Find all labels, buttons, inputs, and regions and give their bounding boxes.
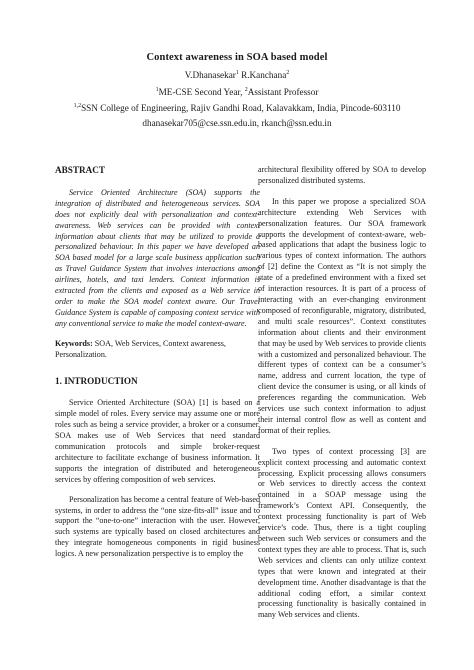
affiliation: SSN College of Engineering, Rajiv Gandhi Road, Kalavakkam, India, Pincode-603110 [81, 103, 401, 114]
paper-title: Context awareness in SOA based model [146, 52, 328, 63]
abstract-text: Service Oriented Architecture (SOA) supports the integration of distributed and heterogeneous services. SOA does not explicitly deal with personalization and context-awareness. Web services can be provided with context information about clients that may be utilized to provide a personalized behaviour. In this paper we have developed an SOA based model for a large scale business application such as Travel Guidance System that involves interactions among airlines, hotels, and taxi lenders. Context information is extracted from the clients and exposed as a Web service in order to make the SOA model context aware. Our Travel Guidance System is capable of composing context service with any conventional service to make the model context-aware. [55, 187, 260, 328]
keywords-text: SOA, Web Services, Context awareness, Personalization. [55, 338, 226, 359]
role-1-sup: 1 [155, 86, 159, 93]
right-paragraph-1: In this paper we propose a specialized SOA architecture extending Web Services with personalization features. Our SOA framework supports the development of context-aware, web-based applications that adapt the business logic to various types of context information. The authors of [2] define the Context as “It is not simply the state of a predefined environment with a fixed set of interaction resources. It is part of a process of interacting with an ever-changing environment composed of reconfigurable, migratory, distributed, and multi scale resources”. Context constitutes information about clients and their environment that may be used by Web services to provide clients with a customized and personalized behaviour. The different types of context can be a consumer’s name, address and current location, the type of client device the consumer is using, or all kinds of preferences regarding the communication. Web services use such context information to adjust their internal control flow as well as content and format of their replies. [258, 196, 426, 435]
author-2-sup: 2 [286, 70, 290, 76]
intro-heading: 1. INTRODUCTION [55, 375, 138, 386]
right-paragraph-continued: architectural flexibility offered by SOA to develop personalized distributed systems. [258, 165, 426, 185]
left-column [55, 165, 260, 569]
role-2-sup: 2 [244, 86, 248, 93]
author-line [0, 66, 474, 83]
author-2: R.Kanchana [238, 70, 287, 81]
author-1-sup: 1 [235, 70, 239, 76]
abstract-heading: ABSTRACT [55, 165, 106, 175]
role-line [0, 83, 474, 100]
email-line: dhanasekar705@cse.ssn.edu.in, rkanch@ssn.edu.in [142, 117, 332, 128]
keywords-label: Keywords: [55, 338, 93, 348]
affiliation-sup: 1,2 [73, 103, 82, 110]
right-column [258, 165, 426, 631]
role-2: Assistant Professor [247, 86, 319, 97]
right-paragraph-2: Two types of context processing [3] are explicit context processing and automatic context processing. Explicit processing allows consumers or Web services to directly access the context contained in a SOAP message using the framework’s Context API. Consequently, the context processing functionality is part of Web service’s code. Thus, there is a tight coupling between such Web services or consumers and the context types they are able to process. That is, such Web services and clients can only utilize context types that were known and integrated at their development time. Another disadvantage is that the additional coding effort, a similar context processing functionality is basically contained in many Web services and clients. [258, 446, 426, 620]
author-1: V.Dhanasekar [184, 70, 236, 81]
role-1: ME-CSE Second Year, [158, 86, 245, 97]
affiliation-line [0, 99, 474, 116]
intro-paragraph-1: Service Oriented Architecture (SOA) [1] is based on a simple model of roles. Every service may assume one or more roles such as being a service provider, a broker or a consumer. SOA makes use of Web Services that need standard communication protocols and simple broker-request architecture to facilitate exchange of business information. It supports the integration of distributed and heterogeneous services by offering composition of web services. [55, 398, 260, 484]
intro-paragraph-2: Personalization has become a central feature of Web-based systems, in order to address the “one size-fits-all” issue and to support the “one-to-one” interaction with the user. However, such systems are typically based on closed architectures and they integrate homogeneous components in rigid business logics. A new personalization perspective is to employ the [55, 494, 260, 559]
paper-header [0, 52, 474, 130]
keywords [55, 339, 260, 361]
